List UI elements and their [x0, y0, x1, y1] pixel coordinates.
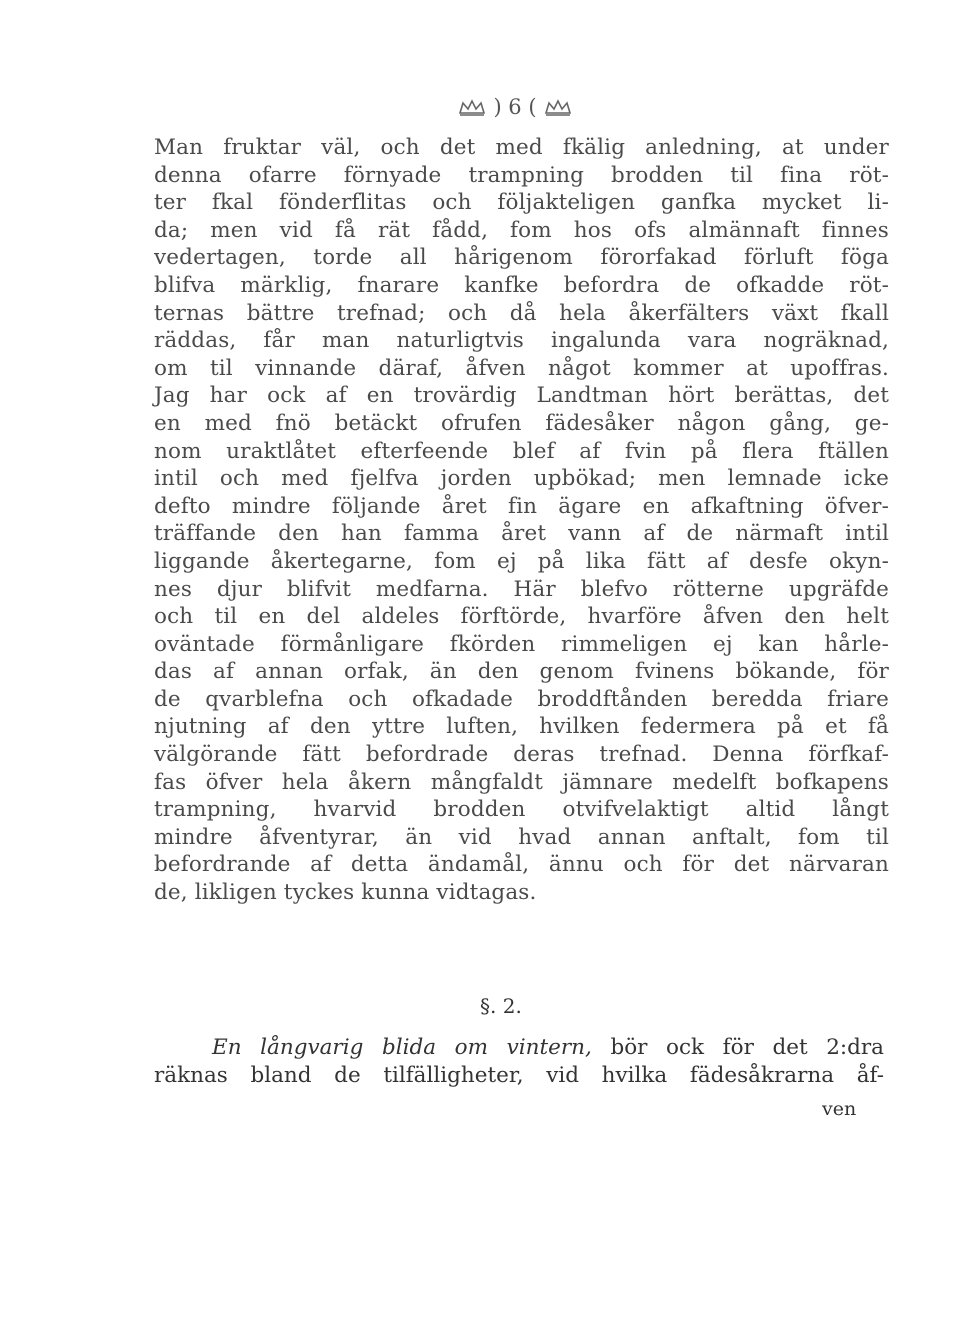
paragraph-line: räknas bland de tilfälligheter, vid hvilka fädesåkrarna åf- — [154, 1062, 884, 1088]
paragraph-line: de, likligen tyckes kunna vidtagas. — [154, 880, 537, 906]
line-text: bör ock för det 2:dra — [591, 1035, 884, 1060]
paragraph-line: oväntade förmånligare fkörden rimmeligen ej kan hårle- — [154, 631, 889, 657]
paragraph-line: befordrande af detta ändamål, ännu och för det närvaran — [154, 852, 889, 878]
paragraph-line: denna ofarre förnyade trampning brodden til fina röt- — [154, 162, 889, 188]
italic-phrase: En långvarig blida om vintern, — [212, 1035, 592, 1060]
paragraph-line: Jag har ock af en trovärdig Landtman hört berättas, det — [154, 383, 889, 409]
paragraph-line: njutning af den yttre luften, hvilken federmera på et få — [154, 714, 889, 740]
paragraph-line: das af annan orfak, än den genom fvinens bökande, för — [154, 659, 889, 685]
crown-ornament-icon — [543, 98, 573, 116]
paragraph-line: nes djur blifvit medfarna. Här blefvo rötterne upgräfde — [154, 576, 889, 602]
page-header — [410, 92, 620, 122]
paragraph-line: liggande åkertegarne, fom ej på lika fätt af desfe okyn- — [154, 548, 889, 574]
paragraph-line: räddas, får man naturligtvis ingalunda vara nogräknad, — [154, 328, 889, 354]
paragraph-line: da; men vid få rät fådd, fom hos ofs almännaft finnes — [154, 217, 889, 243]
paragraph-line: vedertagen, torde all hårigenom förorfakad förluft föga — [154, 245, 889, 271]
paragraph-line: blifva märklig, fnarare kanfke befordra de ofkadde röt- — [154, 272, 889, 298]
paragraph-line: och til en del aldeles förftörde, hvarföre åfven den helt — [154, 604, 889, 630]
page-number: ) 6 ( — [493, 95, 537, 119]
paragraph-line: de qvarblefna och ofkadade broddftånden beredda friare — [154, 686, 889, 712]
paragraph-line: intil och med fjelfva jorden upbökad; men lemnade icke — [154, 466, 889, 492]
paragraph-line: ternas bättre trefnad; och då hela åkerfälters växt fkall — [154, 300, 889, 326]
paragraph-line: fas öfver hela åkern mångfaldt jämnare medelft bofkapens — [154, 769, 889, 795]
paragraph-line: ter fkal fönderflitas och följakteligen ganfka mycket li- — [154, 190, 889, 216]
crown-ornament-icon — [457, 98, 487, 116]
paragraph-line: mindre åfventyrar, än vid hvad annan anftalt, fom til — [154, 824, 889, 850]
paragraph-line: välgörande fätt befordrade deras trefnad. Denna förfkaf- — [154, 742, 889, 768]
second-paragraph — [154, 1034, 884, 1089]
main-paragraph — [154, 134, 889, 907]
paragraph-line — [154, 1034, 884, 1062]
section-heading: §. 2. — [480, 994, 522, 1018]
paragraph-line: träffande den han famma året vann af de närmaft intil — [154, 521, 889, 547]
paragraph-line: Man fruktar väl, och det med fkälig anledning, at under — [154, 135, 889, 160]
paragraph-line: om til vinnande däraf, åfven något kommer at upoffras. — [154, 355, 889, 381]
paragraph-line: defto mindre följande året fin ägare en afkaftning öfver- — [154, 493, 889, 519]
catchword: ven — [822, 1098, 857, 1120]
paragraph-line: nom uraktlåtet efterfeende blef af fvin på flera ftällen — [154, 438, 889, 464]
paragraph-line: en med fnö betäckt ofrufen fädesåker någon gång, ge- — [154, 410, 889, 436]
paragraph-line: trampning, hvarvid brodden otvifvelaktigt altid långt — [154, 797, 889, 823]
